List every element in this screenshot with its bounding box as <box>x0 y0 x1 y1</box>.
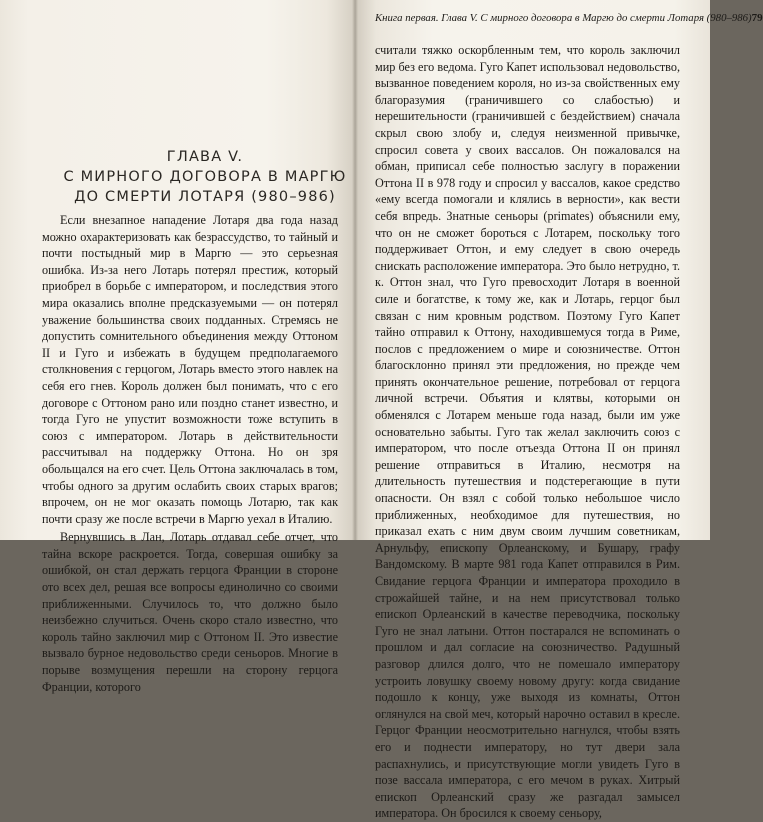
chapter-heading-line-1: ГЛАВА V. <box>166 149 244 165</box>
running-head <box>375 12 763 24</box>
chapter-heading-line-2: С МИРНОГО ДОГОВОРА В МАРГЮ <box>63 169 347 185</box>
page-number: 79 <box>751 12 763 24</box>
right-page-body <box>375 42 680 822</box>
running-head-title: Книга первая. Глава V. С мирного договора в Маргю до смерти Лотаря (980–986) <box>375 12 752 24</box>
chapter-heading <box>60 147 350 207</box>
chapter-heading-line-3: ДО СМЕРТИ ЛОТАРЯ (980–986) <box>74 189 336 205</box>
right-paragraph-1: считали тяжко оскорбленным тем, что король заключил мир без его ведома. Гуго Капет использовал недовольство, вызванное поведением короля, но из-за свойственных ему благоразумия (граничившего со слабостью) и нерешительности (граничившей с бездействием) сначала скрыл свою злобу и, следуя неизменной привычке, спросил совета у своих вассалов. Он пожаловался на обман, приписал себе полностью заслугу в поражении Оттона II в 978 году и спросил у вассалов, какое средство «ему всегда помогали и клялись в верности», как вести себя впредь. Знатные сеньоры (primates) объяснили ему, что он не сможет бороться с Лотарем, поскольку того поддерживает Оттон, и ему следует в свою очередь снискать расположение императора. Это было нетрудно, т. к. Оттон знал, что Гуго превосходит Лотаря в военной силе и богатстве, к тому же, как и Лотарь, герцог был связан с ним кровным родством. Поэтому Гуго Капет тайно отправил к Оттону, находившемуся тогда в Риме, послов с предложением о мире и союзничестве. Оттон благосклонно принял эти предложения, но прежде чем принять окончательное решение, потребовал от герцога личной встречи. Объятия и клятвы, которыми он обменялся с Лотарем меньше года назад, были им уже основательно забыты. Гуго так желал заключить союз с императором, что после отъезда Оттона II он принял решение отправиться в Италию, несмотря на длительность путешествия и подстерегающие в пути опасности. Он взял с собой только небольшое число приближенных, необходимое для путешествия, но приказал ехать с ним двум своим лучшим советникам, Арнульфу, епископу Орлеанскому, и Бушару, графу Вандомскому. В марте 981 года Капет отправился в Рим. Свидание герцога Франции и императора проходило в строжайшей тайне, и на нем присутствовал только епископ Орлеанский в качестве переводчика, поскольку Гуго не знал латыни. Оттон постарался не вспоминать о прошлом и дал согласие на союзничество. Радушный разговор длился долго, что не помешало императору устроить ловушку своему новому другу: когда свидание подошло к концу, уже выходя из комнаты, Оттон оглянулся на свой меч, который нарочно оставил в кресле. Герцог Франции неосмотрительно нагнулся, чтобы взять его и поднести императору, но тут двери зала распахнулись, и присутствующие могли увидеть Гуго в позе вассала императора, с его мечом в руках. Хитрый епископ Орлеанский сразу же разгадал замысел императора. Он бросился к своему сеньору, <box>375 43 680 821</box>
book-gutter <box>352 0 358 540</box>
left-page <box>0 0 355 694</box>
left-page-body <box>42 212 338 697</box>
left-paragraph-2: Вернувшись в Лан, Лотарь отдавал себе отчет, что тайна вскоре раскроется. Тогда, совершая ошибку за ошибкой, он стал держать герцога Франции в стороне ото всех дел, решая все вопросы единолично со своими приближенными. Случилось то, что должно было неизбежно случиться. Очень скоро стало известно, что король тайно заключил мир с Оттоном II. Это известие вызвало бурное недовольство среди сеньоров. Многие в порыве возмущения перешли на сторону герцога Франции, которого <box>42 530 338 694</box>
left-paragraph-1: Если внезапное нападение Лотаря два года назад можно охарактеризовать как безрассудство, то тайный и почти постыдный мир в Маргю — это серьезная ошибка. Из-за него Лотарь потерял престиж, который приобрел в борьбе с императором, и последствия этого мира оказались вполне предсказуемыми — он потерял уважение большинства своих подданных. Стремясь не допустить сомнительного объединения между Оттоном II и Гуго и избежать в будущем предполагаемого столкновения с герцогом, Лотарь вместо этого навлек на себя его гнев. Король должен был понимать, что с его договоре с Оттоном рано или поздно станет известно, и тогда Гуго не упустит возможности тоже вступить в союз с императором. Лотарь в действительности рассчитывал на поддержку Оттона. Но он зря обольщался на его счет. Цель Оттона заключалась в том, чтобы одного за другим ослабить своих старых врагов; впрочем, он не мог оказать помощь Лотарю, так как почти сразу же после встречи в Маргю уехал в Италию. <box>42 213 338 526</box>
